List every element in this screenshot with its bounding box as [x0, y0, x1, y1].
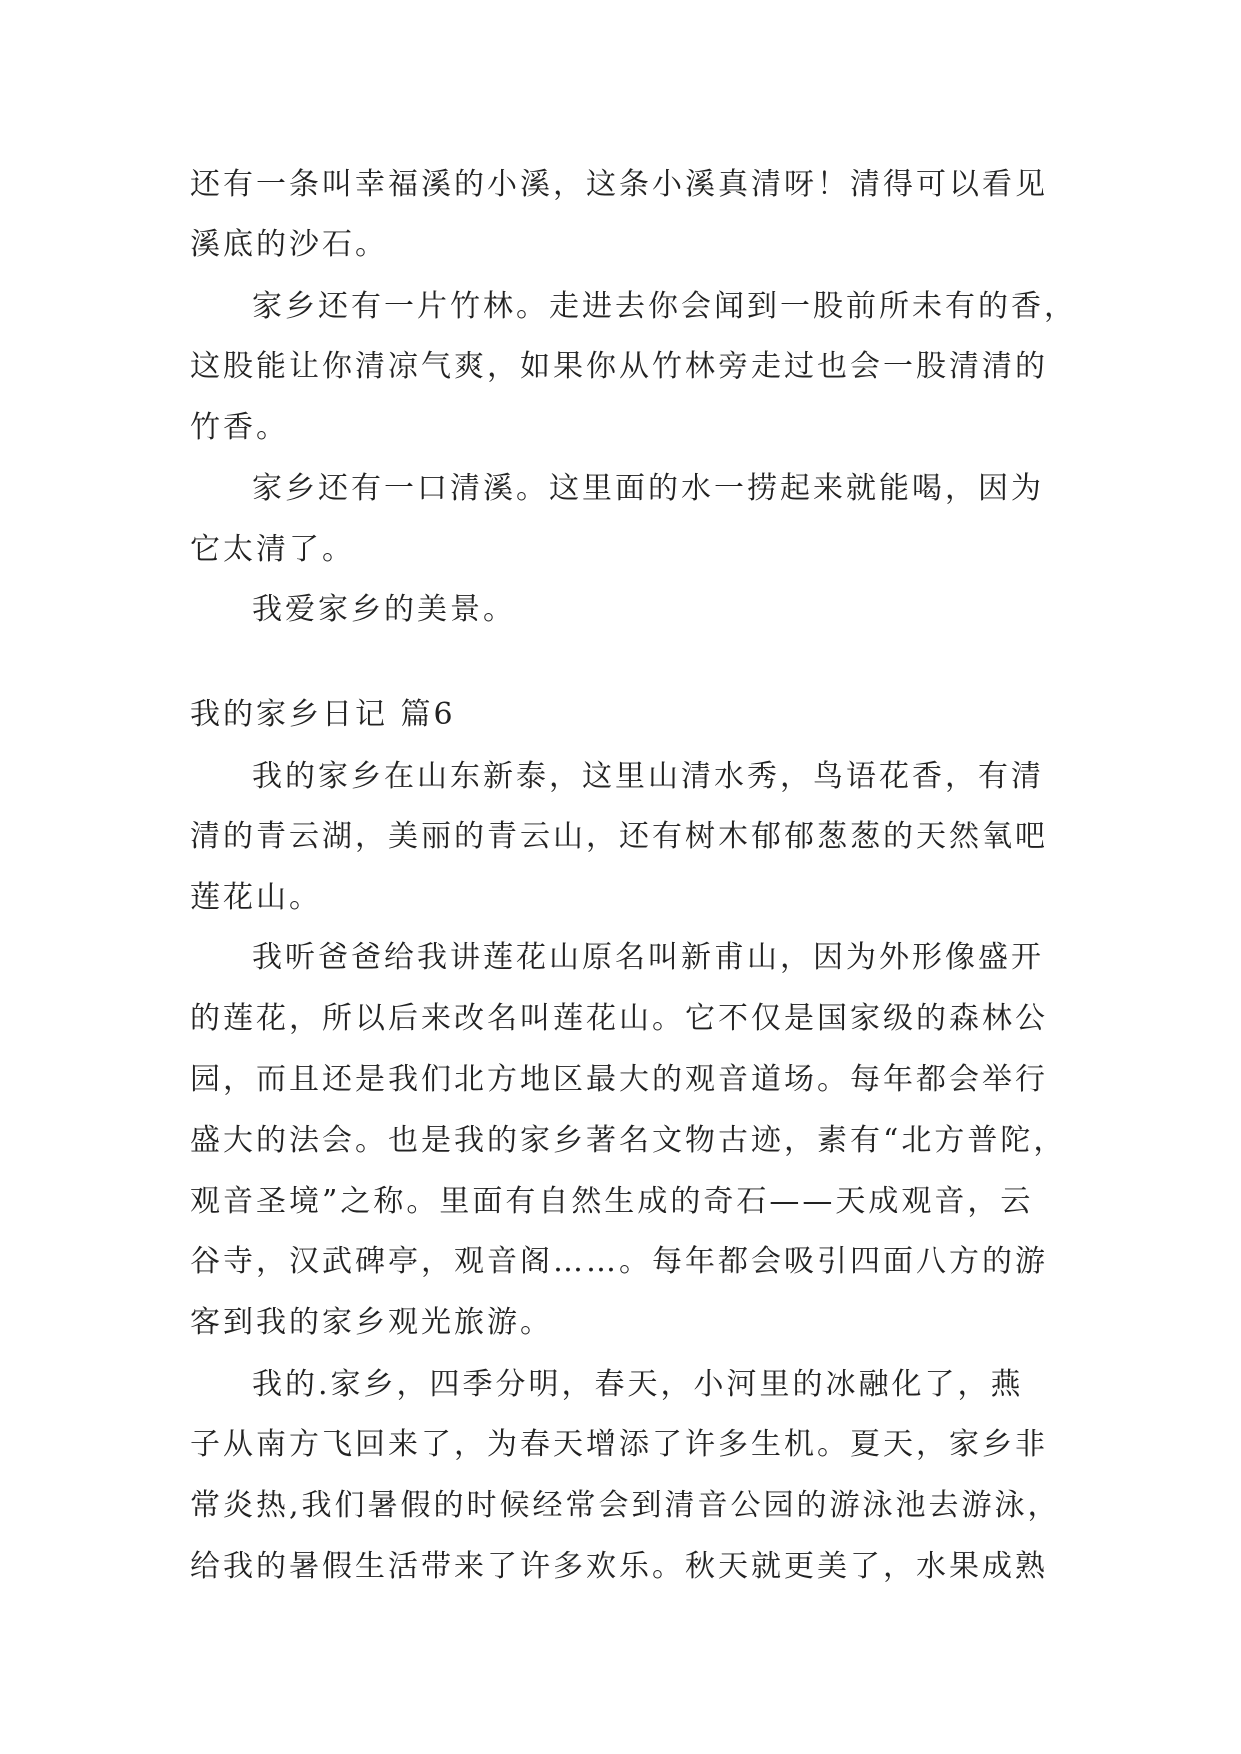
text-line: 观音圣境”之称。里面有自然生成的奇石——天成观音，云: [190, 1184, 1034, 1219]
text-line: 的莲花，所以后来改名叫莲花山。它不仅是国家级的森林公: [190, 1001, 1048, 1036]
text-line: 家乡还有一片竹林。走进去你会闻到一股前所未有的香，: [252, 289, 1077, 324]
text-line: 它太清了。: [190, 532, 355, 567]
text-line: 清的青云湖，美丽的青云山，还有树木郁郁葱葱的天然氧吧: [190, 819, 1048, 854]
section-title: 我的家乡日记 篇6: [190, 697, 456, 732]
text-line: 给我的暑假生活带来了许多欢乐。秋天就更美了，水果成熟: [190, 1549, 1048, 1584]
text-line: 盛大的法会。也是我的家乡著名文物古迹，素有“北方普陀，: [190, 1123, 1067, 1158]
text-line: 园，而且还是我们北方地区最大的观音道场。每年都会举行: [190, 1062, 1048, 1097]
text-line: 我爱家乡的美景。: [252, 592, 516, 627]
text-line: 家乡还有一口清溪。这里面的水一捞起来就能喝，因为: [252, 471, 1044, 506]
text-line: 子从南方飞回来了，为春天增添了许多生机。夏天，家乡非: [190, 1427, 1048, 1462]
text-line: 莲花山。: [190, 880, 322, 915]
text-line: 谷寺，汉武碑亭，观音阁……。每年都会吸引四面八方的游: [190, 1244, 1048, 1279]
text-line: 我的.家乡，四季分明，春天，小河里的冰融化了，燕: [252, 1367, 1024, 1402]
text-line: 常炎热,我们暑假的时候经常会到清音公园的游泳池去游泳，: [190, 1488, 1061, 1523]
text-line: 我的家乡在山东新泰，这里山清水秀，鸟语花香，有清: [252, 759, 1044, 794]
text-line: 还有一条叫幸福溪的小溪，这条小溪真清呀！清得可以看见: [190, 167, 1048, 202]
text-line: 溪底的沙石。: [190, 227, 388, 262]
text-line: 这股能让你清凉气爽，如果你从竹林旁走过也会一股清清的: [190, 349, 1048, 384]
text-line: 客到我的家乡观光旅游。: [190, 1305, 553, 1340]
text-line: 竹香。: [190, 410, 289, 445]
text-line: 我听爸爸给我讲莲花山原名叫新甫山，因为外形像盛开: [252, 940, 1044, 975]
